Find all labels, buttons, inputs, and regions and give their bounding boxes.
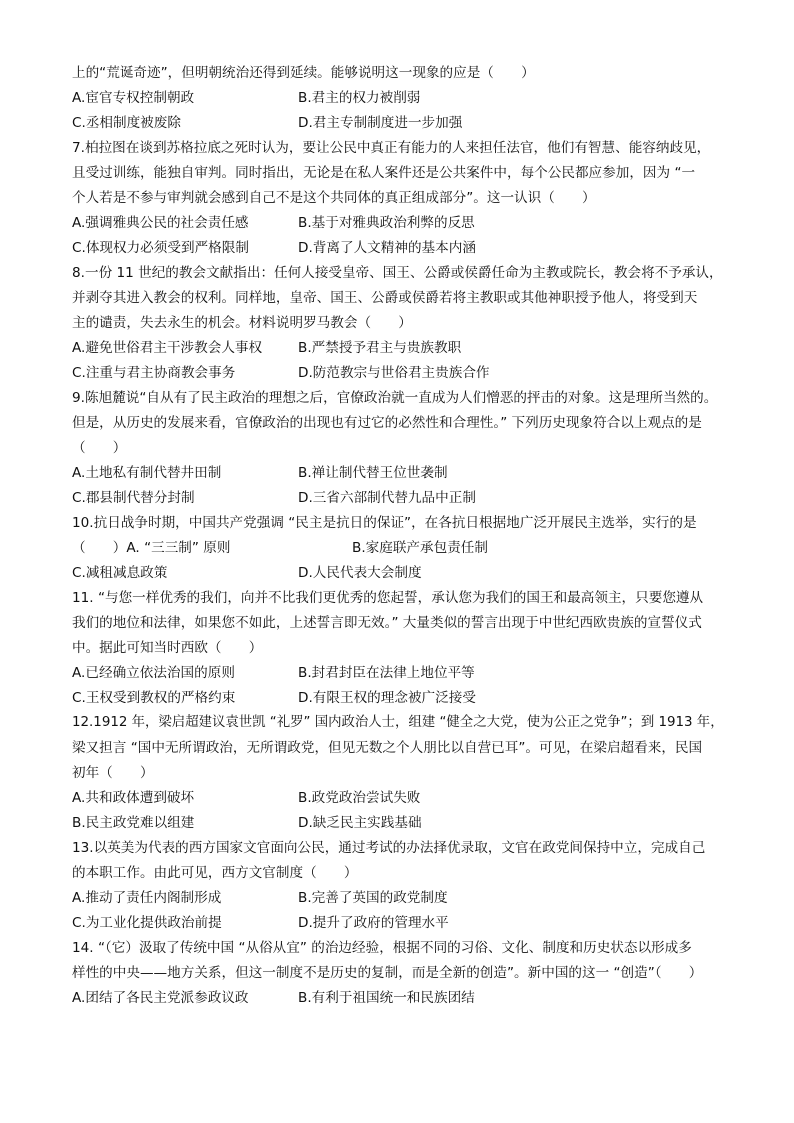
q6-option-d: D.君主专制制度进一步加强 — [298, 115, 463, 131]
q13-option-b: B.完善了英国的政党制度 — [298, 890, 448, 906]
question-11-line-3: 中。据此可知当时西欧（ ） — [72, 640, 263, 656]
question-9-line-3: （ ） — [72, 440, 127, 456]
question-7-line-3: 个人若是不参与审判就会感到自己不是这个共同体的真正组成部分”。这一认识（ ） — [72, 190, 596, 206]
q12-option-b: B.政党政治尝试失败 — [298, 790, 421, 806]
q10-option-b: B.家庭联产承包责任制 — [352, 540, 488, 556]
q9-option-d: D.三省六部制代替九品中正制 — [298, 490, 476, 506]
q14-option-b: B.有利于祖国统一和民族团结 — [298, 990, 475, 1006]
q7-option-b: B.基于对雅典政治利弊的反思 — [298, 215, 475, 231]
q10-option-a: （ ）A. “三三制” 原则 — [72, 540, 231, 556]
q6-option-b: B.君主的权力被削弱 — [298, 90, 421, 106]
q10-option-c: C.减租减息政策 — [72, 565, 168, 581]
q8-option-c: C.注重与君主协商教会事务 — [72, 365, 236, 381]
q7-option-a: A.强调雅典公民的社会责任感 — [72, 215, 249, 231]
question-8-line-2: 并剥夺其进入教会的权利。同样地，皇帝、国王、公爵或侯爵若将主教职或其他神职授予他人，将受到天 — [72, 290, 698, 306]
question-10-line-1: 10.抗日战争时期，中国共产党强调 “民主是抗日的保证”，在各抗日根据地广泛开展民主选举，实行的是 — [72, 515, 697, 531]
question-7-line-2: 且受过训练，能独自审判。同时指出，无论是在私人案件还是公共案件中，每个公民都应参加，因为 “一 — [72, 165, 696, 181]
q11-option-a: A.已经确立依法治国的原则 — [72, 665, 235, 681]
question-13-line-1: 13.以英美为代表的西方国家文官面向公民，通过考试的办法择优录取，文官在政党间保持中立，完成自己 — [72, 840, 706, 856]
question-12-line-3: 初年（ ） — [72, 765, 154, 781]
q9-option-b: B.禅让制代替王位世袭制 — [298, 465, 448, 481]
question-13-line-2: 的本职工作。由此可见，西方文官制度（ ） — [72, 865, 358, 881]
question-12-line-1: 12.1912 年，梁启超建议袁世凯 “礼罗” 国内政治人士，组建 “健全之大党，使为公正之党争”；到 1913 年， — [72, 715, 724, 730]
question-9-line-2: 但是，从历史的发展来看，官僚政治的出现也有过它的必然性和合理性。” 下列历史现象符合以上观点的是 — [72, 415, 702, 431]
q13-option-a: A.推动了责任内阁制形成 — [72, 890, 222, 906]
q11-option-b: B.封君封臣在法律上地位平等 — [298, 665, 475, 681]
q10-option-d: D.人民代表大会制度 — [298, 565, 422, 581]
question-7-line-1: 7.柏拉图在谈到苏格拉底之死时认为，要让公民中真正有能力的人来担任法官，他们有智慧、能容纳歧见， — [72, 140, 711, 156]
q12-option-a: A.共和政体遭到破坏 — [72, 790, 195, 806]
question-11-line-1: 11. “与您一样优秀的我们，向并不比我们更优秀的您起誓，承认您为我们的国王和最高领主，只要您遵从 — [72, 590, 704, 606]
q11-option-d: D.有限王权的理念被广泛接受 — [298, 690, 476, 706]
q9-option-a: A.土地私有制代替井田制 — [72, 465, 222, 481]
question-8-line-1: 8.一份 11 世纪的教会文献指出：任何人接受皇帝、国王、公爵或侯爵任命为主教或院长，教会将不予承认， — [72, 265, 723, 281]
question-8-line-3: 主的谴责，失去永生的机会。材料说明罗马教会（ ） — [72, 315, 412, 331]
q12-option-c: B.民主政党难以组建 — [72, 815, 195, 831]
question-14-line-1: 14. “（它）汲取了传统中国 “从俗从宜” 的治边经验，根据不同的习俗、文化、制度和历史状态以形成多 — [72, 940, 692, 956]
q8-option-d: D.防范教宗与世俗君主贵族合作 — [298, 365, 490, 381]
q8-option-b: B.严禁授予君主与贵族教职 — [298, 340, 462, 356]
q6-option-a: A.宦官专权控制朝政 — [72, 90, 195, 106]
q13-option-c: C.为工业化提供政治前提 — [72, 915, 222, 931]
q9-option-c: C.郡县制代替分封制 — [72, 490, 195, 506]
q11-option-c: C.王权受到教权的严格约束 — [72, 690, 236, 706]
question-12-line-2: 梁又担言 “国中无所谓政治，无所谓政党，但见无数之个人朋比以自营已耳”。可见，在梁启超看来，民国 — [72, 740, 703, 756]
q8-option-a: A.避免世俗君主干涉教会人事权 — [72, 340, 263, 356]
question-6-stem: 上的“荒诞奇迹”，但明朝统治还得到延续。能够说明这一现象的应是（ ） — [72, 65, 535, 81]
question-9-line-1: 9.陈旭麓说“自从有了民主政治的理想之后，官僚政治就一直成为人们憎恶的抨击的对象。这是理所当然的。 — [72, 390, 718, 406]
q6-option-c: C.丞相制度被废除 — [72, 115, 181, 131]
question-14-line-2: 样性的中央——地方关系，但这一制度不是历史的复制，而是全新的创造”。新中国的这一 “创造”（ ） — [72, 965, 703, 981]
q14-option-a: A.团结了各民主党派参政议政 — [72, 990, 249, 1006]
q12-option-d: D.缺乏民主实践基础 — [298, 815, 422, 831]
q7-option-c: C.体现权力必须受到严格限制 — [72, 240, 249, 256]
q7-option-d: D.背离了人文精神的基本内涵 — [298, 240, 476, 256]
question-11-line-2: 我们的地位和法律，如果您不如此，上述誓言即无效。” 大量类似的誓言出现于中世纪西欧贵族的宣誓仪式 — [72, 615, 702, 631]
q13-option-d: D.提升了政府的管理水平 — [298, 915, 449, 931]
